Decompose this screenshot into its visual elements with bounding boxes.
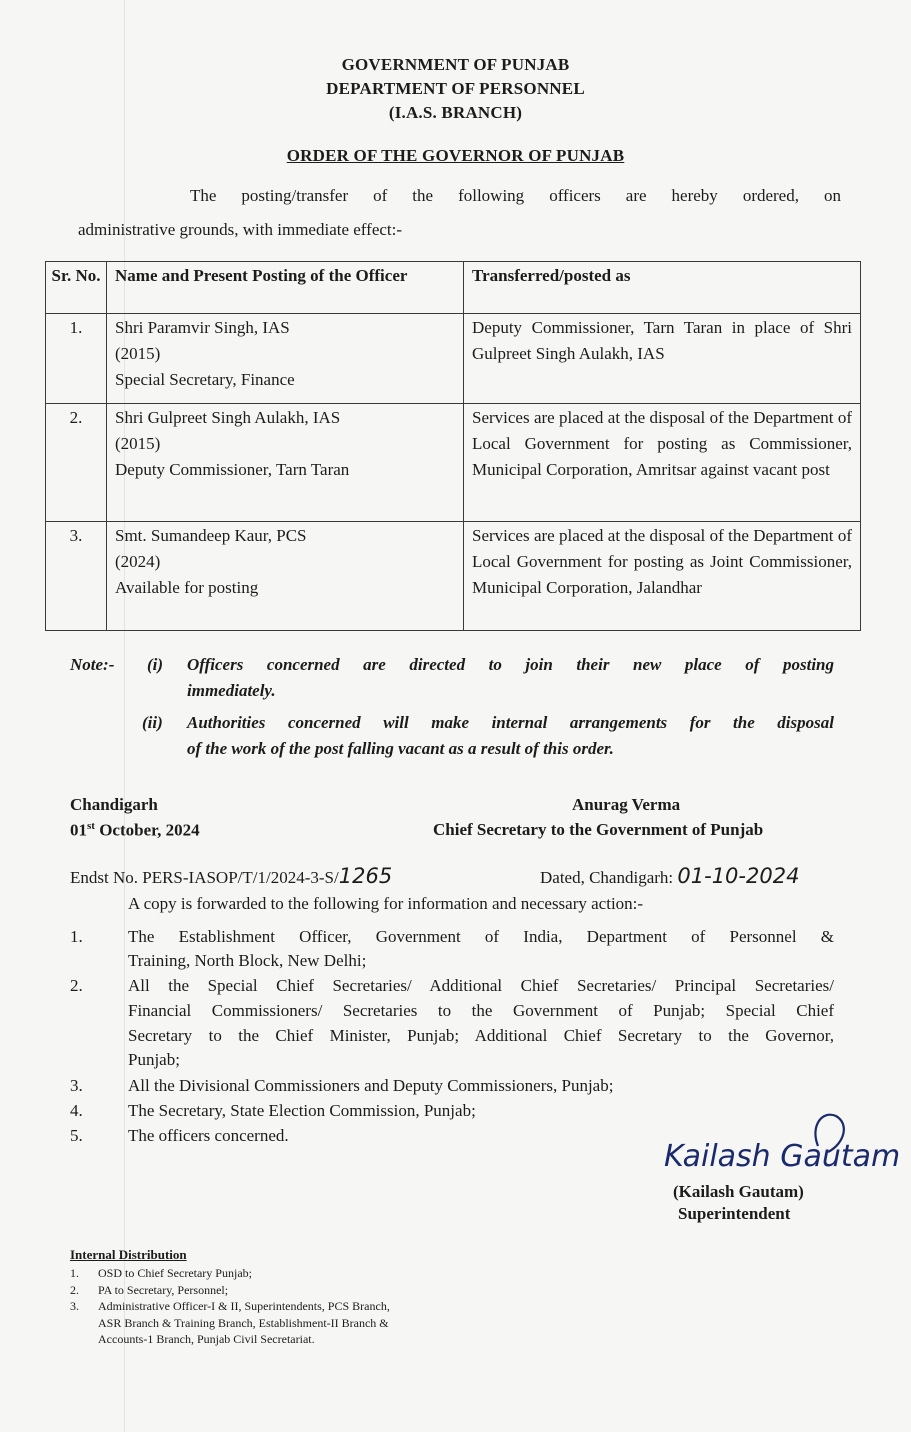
endst-label: Endst No. xyxy=(70,868,138,887)
officer-batch: (2024) xyxy=(115,552,161,571)
internal-item-number: 2. xyxy=(70,1283,79,1297)
officer-name: Smt. Sumandeep Kaur, PCS xyxy=(115,526,307,545)
table-row xyxy=(46,522,861,631)
signoff-place: Chandigarh xyxy=(70,795,158,814)
internal-item-line: Accounts-1 Branch, Punjab Civil Secretariat. xyxy=(98,1332,315,1346)
internal-item-line: ASR Branch & Training Branch, Establishment-II Branch & xyxy=(98,1316,389,1330)
date-suffix: st xyxy=(87,820,95,832)
note-i-line-2: immediately. xyxy=(187,681,276,700)
note-ii-line-1: Authorities concerned will make internal arrangements for the disposal xyxy=(187,713,834,732)
list-item-number: 4. xyxy=(70,1101,83,1120)
transfer-cell: Services are placed at the disposal of the Department of Local Government for posting as Commissioner, Municipal Corporation, Amritsar against vacant post xyxy=(464,404,861,522)
officer-batch: (2015) xyxy=(115,344,161,363)
copy-forward-line: A copy is forwarded to the following for information and necessary action:- xyxy=(128,894,644,913)
internal-item-line: Administrative Officer-I & II, Superintendents, PCS Branch, xyxy=(98,1299,390,1313)
handwritten-signature xyxy=(660,1108,901,1188)
header-department: DEPARTMENT OF PERSONNEL xyxy=(326,79,585,98)
list-item-line: The Secretary, State Election Commission, Punjab; xyxy=(128,1101,476,1120)
list-item-number: 3. xyxy=(70,1076,83,1095)
signer-designation: Superintendent xyxy=(678,1204,791,1223)
officer-name: Shri Paramvir Singh, IAS xyxy=(115,318,290,337)
officer-name: Shri Gulpreet Singh Aulakh, IAS xyxy=(115,408,341,427)
endorsement-dated xyxy=(540,864,799,888)
list-item-line: Secretary to the Chief Minister, Punjab; Additional Chief Secretary to the Governor, xyxy=(128,1026,834,1045)
table-row xyxy=(46,314,861,404)
note-label: Note:- xyxy=(70,655,115,674)
list-item-number: 5. xyxy=(70,1126,83,1145)
officer-present-posting: Special Secretary, Finance xyxy=(115,370,295,389)
endst-handwritten-number: 1265 xyxy=(338,864,393,888)
order-title: ORDER OF THE GOVERNOR OF PUNJAB xyxy=(286,146,625,165)
signatory-designation: Chief Secretary to the Government of Punjab xyxy=(433,820,764,839)
list-item-line: All the Divisional Commissioners and Deputy Commissioners, Punjab; xyxy=(128,1076,614,1095)
note-ii-line-2: of the work of the post falling vacant as a result of this order. xyxy=(187,739,614,758)
officer-cell xyxy=(107,314,464,404)
endorsement-number xyxy=(70,864,392,888)
header-name-posting: Name and Present Posting of the Officer xyxy=(107,262,464,314)
intro-line-2: administrative grounds, with immediate effect:- xyxy=(78,220,403,239)
signer-name: (Kailash Gautam) xyxy=(673,1182,804,1201)
list-item-line: Financial Commissioners/ Secretaries to the Government of Punjab; Special Chief xyxy=(128,1001,834,1020)
endst-number: PERS-IASOP/T/1/2024-3-S/ xyxy=(142,868,339,887)
row-sr: 2. xyxy=(46,404,107,522)
header-transferred-as: Transferred/posted as xyxy=(464,262,861,314)
list-item-line: The Establishment Officer, Government of India, Department of Personnel & xyxy=(128,927,834,946)
signoff-date xyxy=(70,820,200,841)
officer-batch: (2015) xyxy=(115,434,161,453)
list-item-line: All the Special Chief Secretaries/ Additional Chief Secretaries/ Principal Secretaries/ xyxy=(128,976,834,995)
paper-fold-line xyxy=(124,0,125,1432)
list-item-line: Punjab; xyxy=(128,1050,180,1069)
officer-present-posting: Deputy Commissioner, Tarn Taran xyxy=(115,460,350,479)
posting-table xyxy=(45,261,861,631)
officer-present-posting: Available for posting xyxy=(115,578,259,597)
note-ii-number: (ii) xyxy=(142,713,163,732)
date-day: 01 xyxy=(70,820,87,840)
signatory-name: Anurag Verma xyxy=(572,795,681,814)
officer-cell xyxy=(107,404,464,522)
header-branch: (I.A.S. BRANCH) xyxy=(388,103,523,122)
intro-line-1: The posting/transfer of the following officers are hereby ordered, on xyxy=(190,186,841,205)
header-government: GOVERNMENT OF PUNJAB xyxy=(341,55,570,74)
table-header-row xyxy=(46,262,861,314)
transfer-cell: Services are placed at the disposal of the Department of Local Government for posting as Joint Commissioner, Municipal Corporation, Jalandhar xyxy=(464,522,861,631)
table-row xyxy=(46,404,861,522)
transfer-cell: Deputy Commissioner, Tarn Taran in place of Shri Gulpreet Singh Aulakh, IAS xyxy=(464,314,861,404)
list-item-line: Training, North Block, New Delhi; xyxy=(128,951,367,970)
dated-label: Dated, Chandigarh: xyxy=(540,868,674,887)
internal-distribution-title: Internal Distribution xyxy=(70,1247,187,1262)
note-i-number: (i) xyxy=(147,655,164,674)
signature-script: Kailash Gautam xyxy=(664,1139,901,1174)
list-item-number: 2. xyxy=(70,976,83,995)
internal-item-number: 1. xyxy=(70,1266,79,1280)
header-sr-no: Sr. No. xyxy=(46,262,107,314)
row-sr: 3. xyxy=(46,522,107,631)
dated-handwritten: 01-10-2024 xyxy=(677,864,800,888)
list-item-line: The officers concerned. xyxy=(128,1126,289,1145)
internal-item-number: 3. xyxy=(70,1299,79,1313)
date-rest: October, 2024 xyxy=(94,820,200,840)
note-i-line-1: Officers concerned are directed to join their new place of posting xyxy=(187,655,834,674)
internal-item-line: OSD to Chief Secretary Punjab; xyxy=(98,1266,252,1280)
internal-item-line: PA to Secretary, Personnel; xyxy=(98,1283,229,1297)
row-sr: 1. xyxy=(46,314,107,404)
list-item-number: 1. xyxy=(70,927,83,946)
officer-cell xyxy=(107,522,464,631)
